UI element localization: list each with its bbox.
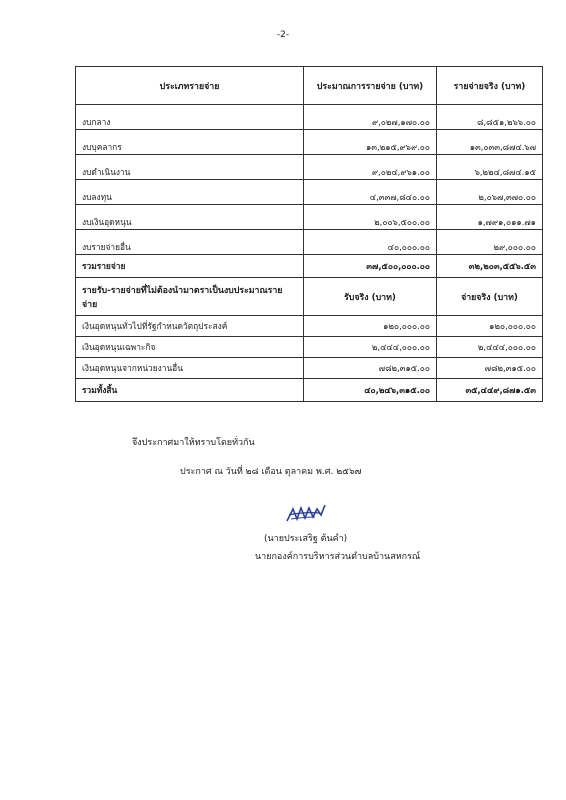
row-estimate: ๔๐,๐๐๐.๐๐ (304, 230, 437, 255)
row-label: เงินอุดหนุนจากหน่วยงานอื่น (76, 358, 304, 379)
table-row (76, 155, 543, 180)
row-estimate: ๔,๓๓๗,๘๔๐.๐๐ (304, 180, 437, 205)
row-estimate: ๙,๐๒๔,๙๖๑.๐๐ (304, 155, 437, 180)
table-row (76, 105, 543, 130)
page-number: -2- (276, 30, 290, 40)
row-paid: ๒,๔๔๔,๐๐๐.๐๐ (437, 337, 543, 358)
total-expense-row (76, 255, 543, 278)
header-estimate: ประมาณการรายจ่าย (บาท) (304, 67, 437, 105)
date-line: ประกาศ ณ วันที่ ๒๘ เดือน ตุลาคม พ.ศ. ๒๕๖๗ (180, 467, 362, 477)
row-label: งบกลาง (76, 105, 304, 130)
grand-total-row (76, 379, 543, 402)
signature (285, 503, 327, 525)
table-row (76, 316, 543, 337)
table-row (76, 205, 543, 230)
row-estimate: ๑๓,๒๑๕,๙๖๙.๐๐ (304, 130, 437, 155)
grand-total-received: ๔๐,๒๔๖,๓๑๕.๐๐ (304, 379, 437, 402)
total-label: รวมรายจ่าย (76, 255, 304, 278)
row-received: ๑๒๐,๐๐๐.๐๐ (304, 316, 437, 337)
row-paid: ๑๒๐,๐๐๐.๐๐ (437, 316, 543, 337)
announcement-text: จึงประกาศมาให้ทราบโดยทั่วกัน (132, 438, 255, 448)
row-label: งบลงทุน (76, 180, 304, 205)
row-label: งบรายจ่ายอื่น (76, 230, 304, 255)
row-received: ๒,๔๔๔,๐๐๐.๐๐ (304, 337, 437, 358)
signer-title: นายกองค์การบริหารส่วนตำบลบ้านสหกรณ์ (255, 552, 421, 562)
table-row (76, 358, 543, 379)
budget-table (75, 66, 543, 402)
header-actual: รายจ่ายจริง (บาท) (437, 67, 543, 105)
row-received: ๗๘๒,๓๑๕.๐๐ (304, 358, 437, 379)
total-actual: ๓๒,๒๐๓,๕๕๖.๕๓ (437, 255, 543, 278)
row-actual: ๑๓,๐๓๓,๘๗๔.๖๗ (437, 130, 543, 155)
table-row (76, 230, 543, 255)
row-actual: ๒๙,๐๐๐.๐๐ (437, 230, 543, 255)
table-row (76, 180, 543, 205)
row-label: งบเงินอุดหนุน (76, 205, 304, 230)
row-actual: ๒,๐๖๗,๓๗๐.๐๐ (437, 180, 543, 205)
total-estimate: ๓๗,๕๐๐,๐๐๐.๐๐ (304, 255, 437, 278)
row-label: งบบุคลากร (76, 130, 304, 155)
grand-total-label: รวมทั้งสิ้น (76, 379, 304, 402)
row-label: เงินอุดหนุนทั่วไปที่รัฐกำหนดวัตถุประสงค์ (76, 316, 304, 337)
grand-total-paid: ๓๕,๔๔๙,๘๗๑.๕๓ (437, 379, 543, 402)
row-actual: ๑,๗๙๑,๐๑๑.๗๑ (437, 205, 543, 230)
row-actual: ๘,๘๕๑,๒๖๖.๐๐ (437, 105, 543, 130)
table-row (76, 130, 543, 155)
table-header-row (76, 67, 543, 105)
section2-header-row (76, 278, 543, 316)
row-label: งบดำเนินงาน (76, 155, 304, 180)
row-label: เงินอุดหนุนเฉพาะกิจ (76, 337, 304, 358)
row-actual: ๖,๒๒๔,๘๗๔.๑๕ (437, 155, 543, 180)
row-paid: ๗๘๒,๓๑๕.๐๐ (437, 358, 543, 379)
row-estimate: ๙,๐๒๗,๑๗๐.๐๐ (304, 105, 437, 130)
row-estimate: ๒,๐๐๖,๕๐๐.๐๐ (304, 205, 437, 230)
section2-header-paid: จ่ายจริง (บาท) (437, 278, 543, 316)
header-expense-type: ประเภทรายจ่าย (76, 67, 304, 105)
signer-name: (นายประเสริฐ ต้นคำ) (264, 534, 348, 544)
table-row (76, 337, 543, 358)
section2-header-title: รายรับ-รายจ่ายที่ไม่ต้องนำมาตราเป็นงบประมาณรายจ่าย (76, 278, 304, 316)
section2-header-received: รับจริง (บาท) (304, 278, 437, 316)
